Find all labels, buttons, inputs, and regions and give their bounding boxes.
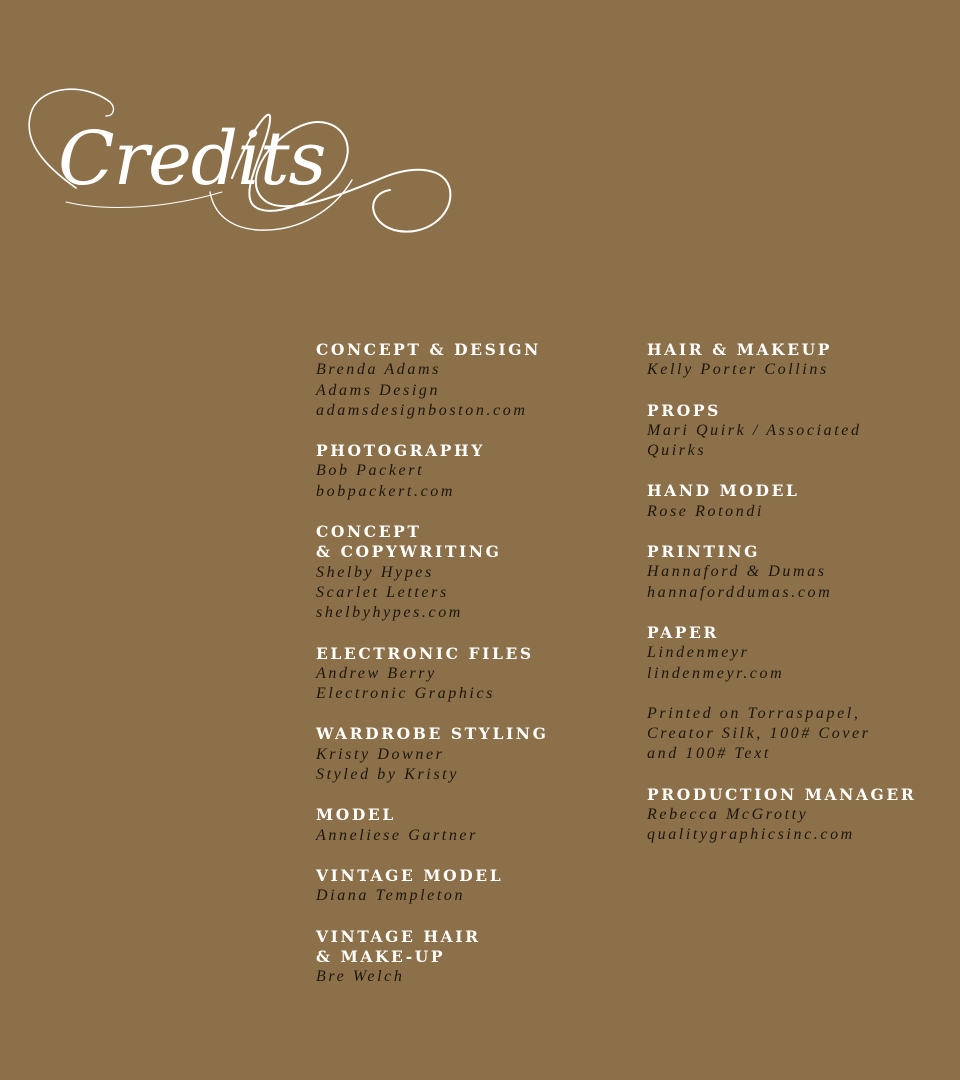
credit-section xyxy=(316,340,616,421)
credit-heading: WARDROBE STYLING xyxy=(316,724,549,744)
credit-line: Styled by Kristy xyxy=(316,766,459,784)
credit-line: Scarlet Letters xyxy=(316,583,449,601)
credit-line: Anneliese Gartner xyxy=(316,826,478,844)
credit-line: Diana Templeton xyxy=(316,887,466,905)
credit-link[interactable]: hannaforddumas.com xyxy=(647,583,833,601)
credit-link[interactable]: adamsdesignboston.com xyxy=(316,401,528,419)
credit-line: Kelly Porter Collins xyxy=(647,361,829,379)
credit-line: Creator Silk, 100# Cover xyxy=(647,725,871,743)
credits-flourish-graphic xyxy=(18,80,468,250)
credit-heading: HAND MODEL xyxy=(647,481,800,501)
credit-link[interactable]: qualitygraphicsinc.com xyxy=(647,826,855,844)
credit-section xyxy=(647,401,947,462)
credit-line: Rose Rotondi xyxy=(647,502,764,520)
credit-line: Bob Packert xyxy=(316,462,425,480)
credit-line: Electronic Graphics xyxy=(316,685,496,703)
credits-script-logo xyxy=(18,80,468,250)
credit-heading: VINTAGE MODEL xyxy=(316,865,504,885)
credits-left-column xyxy=(316,340,616,1007)
credit-line: Adams Design xyxy=(316,381,441,399)
credit-heading: PAPER xyxy=(647,622,719,642)
credit-heading: PHOTOGRAPHY xyxy=(316,441,485,461)
credit-heading: MODEL xyxy=(316,805,396,825)
credit-line: Shelby Hypes xyxy=(316,563,434,581)
credit-heading: ELECTRONIC FILES xyxy=(316,643,534,663)
credit-line: Andrew Berry xyxy=(316,664,437,682)
credit-section xyxy=(647,481,947,522)
credit-heading: VINTAGE HAIR xyxy=(316,926,481,946)
credit-section xyxy=(316,805,616,846)
credit-section xyxy=(647,542,947,603)
credit-heading: PRINTING xyxy=(647,542,760,562)
credit-line: Bre Welch xyxy=(316,968,405,986)
paper-note xyxy=(647,704,947,765)
credit-section xyxy=(316,644,616,705)
credit-line: Kristy Downer xyxy=(316,745,445,763)
credit-heading: & COPYWRITING xyxy=(316,542,502,562)
credit-line: Rebecca McGrotty xyxy=(647,806,809,824)
credit-heading: PROPS xyxy=(647,400,721,420)
credit-heading: HAIR & MAKEUP xyxy=(647,340,833,359)
credit-section xyxy=(647,340,947,381)
credit-line: Mari Quirk / Associated xyxy=(647,421,862,439)
credit-section xyxy=(316,866,616,907)
credit-link[interactable]: lindenmeyr.com xyxy=(647,664,785,682)
credit-section xyxy=(316,724,616,785)
credit-link[interactable]: bobpackert.com xyxy=(316,482,456,500)
credit-line: Hannaford & Dumas xyxy=(647,563,827,581)
credit-line: Printed on Torraspapel, xyxy=(647,704,861,722)
credit-link[interactable]: shelbyhypes.com xyxy=(316,604,463,622)
credit-section xyxy=(647,785,947,846)
credits-right-column xyxy=(647,340,947,866)
credit-line: Brenda Adams xyxy=(316,361,441,379)
credit-heading: CONCEPT xyxy=(316,522,422,542)
credit-heading: & MAKE-UP xyxy=(316,946,446,966)
credit-section xyxy=(316,522,616,623)
credit-heading: PRODUCTION MANAGER xyxy=(647,784,917,804)
credit-section xyxy=(647,623,947,684)
credits-title: Credits xyxy=(58,116,326,202)
credit-line: Lindenmeyr xyxy=(647,644,750,662)
credit-section xyxy=(316,441,616,502)
credit-line: Quirks xyxy=(647,442,707,460)
credit-heading: CONCEPT & DESIGN xyxy=(316,340,541,359)
credit-line: and 100# Text xyxy=(647,745,771,763)
credit-section xyxy=(316,927,616,988)
